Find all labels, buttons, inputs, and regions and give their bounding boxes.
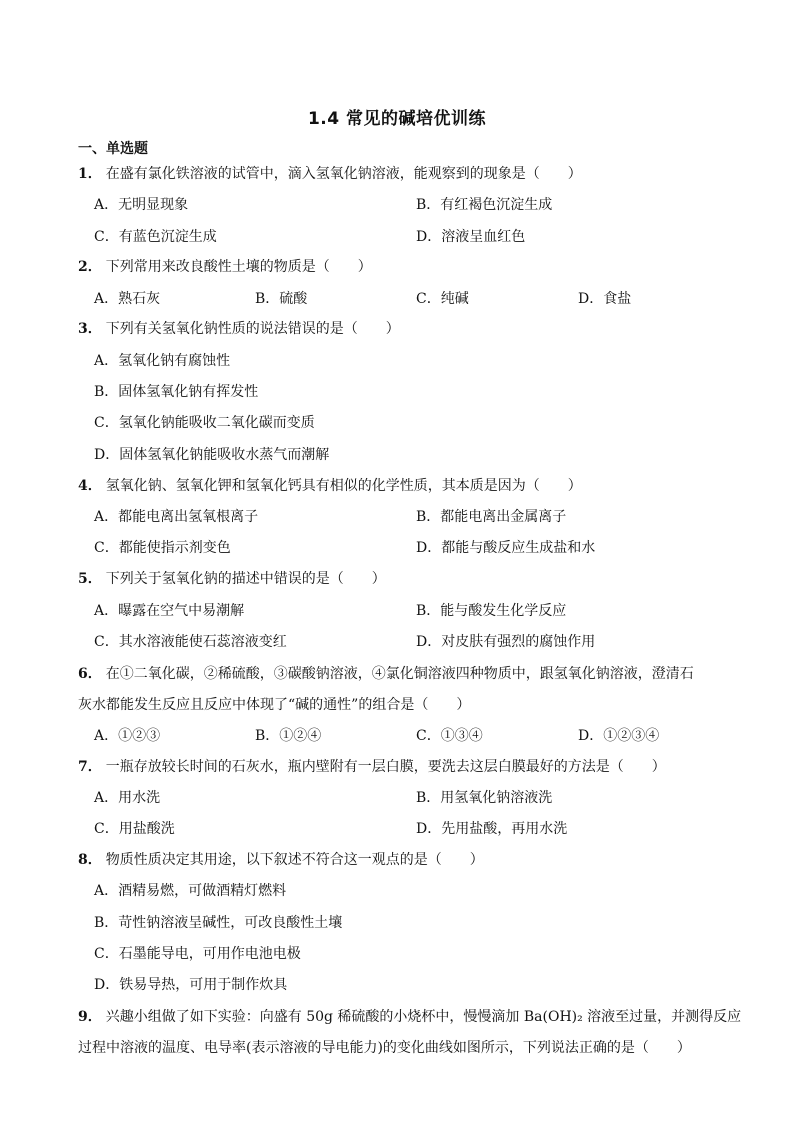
question-5-option-b[interactable]: B．能与酸发生化学反应 [416,603,567,619]
question-9-stem-continued: 过程中溶液的温度、电导率(表示溶液的导电能力)的变化曲线如图所示，下列说法正确的是（ ） [78,1040,691,1056]
question-1-option-a[interactable]: A．无明显现象 [94,197,189,213]
question-7-option-d[interactable]: D．先用盐酸，再用水洗 [416,821,568,837]
question-5-option-d[interactable]: D．对皮肤有强烈的腐蚀作用 [416,634,596,650]
question-4-option-b[interactable]: B．都能电离出金属离子 [416,509,567,525]
question-7-option-a[interactable]: A．用水洗 [94,790,161,806]
question-3-option-b[interactable]: B．固体氢氧化钠有挥发性 [94,384,259,400]
question-8-option-b[interactable]: B．苛性钠溶液呈碱性，可改良酸性土壤 [94,915,343,931]
question-2-option-d[interactable]: D．食盐 [578,291,632,307]
question-6-option-b[interactable]: B．①②④ [255,728,322,744]
question-1-option-b[interactable]: B．有红褐色沉淀生成 [416,197,553,213]
question-4-option-d[interactable]: D．都能与酸反应生成盐和水 [416,540,596,556]
question-4-stem: 4． 氢氧化钠、氢氧化钾和氢氧化钙具有相似的化学性质，其本质是因为（ ） [78,478,582,494]
question-1-option-c[interactable]: C．有蓝色沉淀生成 [94,229,217,245]
question-2-option-c[interactable]: C．纯碱 [416,291,469,307]
question-2-option-b[interactable]: B．硫酸 [255,291,308,307]
question-7-option-b[interactable]: B．用氢氧化钠溶液洗 [416,790,553,806]
question-9-stem: 9． 兴趣小组做了如下实验：向盛有 50g 稀硫酸的小烧杯中，慢慢滴加 Ba(OH)₂ 溶液至过量，并测得反应 [78,1009,742,1025]
question-3-stem: 3． 下列有关氢氧化钠性质的说法错误的是（ ） [78,321,400,337]
section-heading: 一、单选题 [78,141,148,157]
question-8-stem: 8． 物质性质决定其用途，以下叙述不符合这一观点的是（ ） [78,852,484,868]
question-1-stem: 1． 在盛有氯化铁溶液的试管中，滴入氢氧化钠溶液，能观察到的现象是（ ） [78,166,582,182]
question-7-option-c[interactable]: C．用盐酸洗 [94,821,175,837]
question-6-stem-continued: 灰水都能发生反应且反应中体现了“碱的通性”的组合是（ ） [78,697,471,713]
question-4-option-a[interactable]: A．都能电离出氢氧根离子 [94,509,259,525]
question-4-option-c[interactable]: C．都能使指示剂变色 [94,540,231,556]
question-7-stem: 7． 一瓶存放较长时间的石灰水，瓶内壁附有一层白膜，要洗去这层白膜最好的方法是（ ） [78,759,666,775]
question-3-option-d[interactable]: D．固体氢氧化钠能吸收水蒸气而潮解 [94,447,330,463]
question-8-option-a[interactable]: A．酒精易燃，可做酒精灯燃料 [94,883,287,899]
question-2-option-a[interactable]: A．熟石灰 [94,291,161,307]
question-1-option-d[interactable]: D．溶液呈血红色 [416,229,526,245]
question-6-option-c[interactable]: C．①③④ [416,728,483,744]
question-6-option-d[interactable]: D．①②③④ [578,728,660,744]
question-6-stem: 6． 在①二氧化碳，②稀硫酸，③碳酸钠溶液，④氯化铜溶液四种物质中，跟氢氧化钠溶液，澄清石 [78,666,694,682]
question-8-option-c[interactable]: C．石墨能导电，可用作电池电极 [94,946,301,962]
page-title: 1.4 常见的碱培优训练 [307,109,487,129]
question-5-stem: 5． 下列关于氢氧化钠的描述中错误的是（ ） [78,571,386,587]
question-5-option-c[interactable]: C．其水溶液能使石蕊溶液变红 [94,634,287,650]
question-6-option-a[interactable]: A．①②③ [94,728,161,744]
question-5-option-a[interactable]: A．曝露在空气中易潮解 [94,603,245,619]
question-8-option-d[interactable]: D．铁易导热，可用于制作炊具 [94,977,288,993]
question-3-option-a[interactable]: A．氢氧化钠有腐蚀性 [94,353,231,369]
question-3-option-c[interactable]: C．氢氧化钠能吸收二氧化碳而变质 [94,415,315,431]
question-2-stem: 2． 下列常用来改良酸性土壤的物质是（ ） [78,259,372,275]
